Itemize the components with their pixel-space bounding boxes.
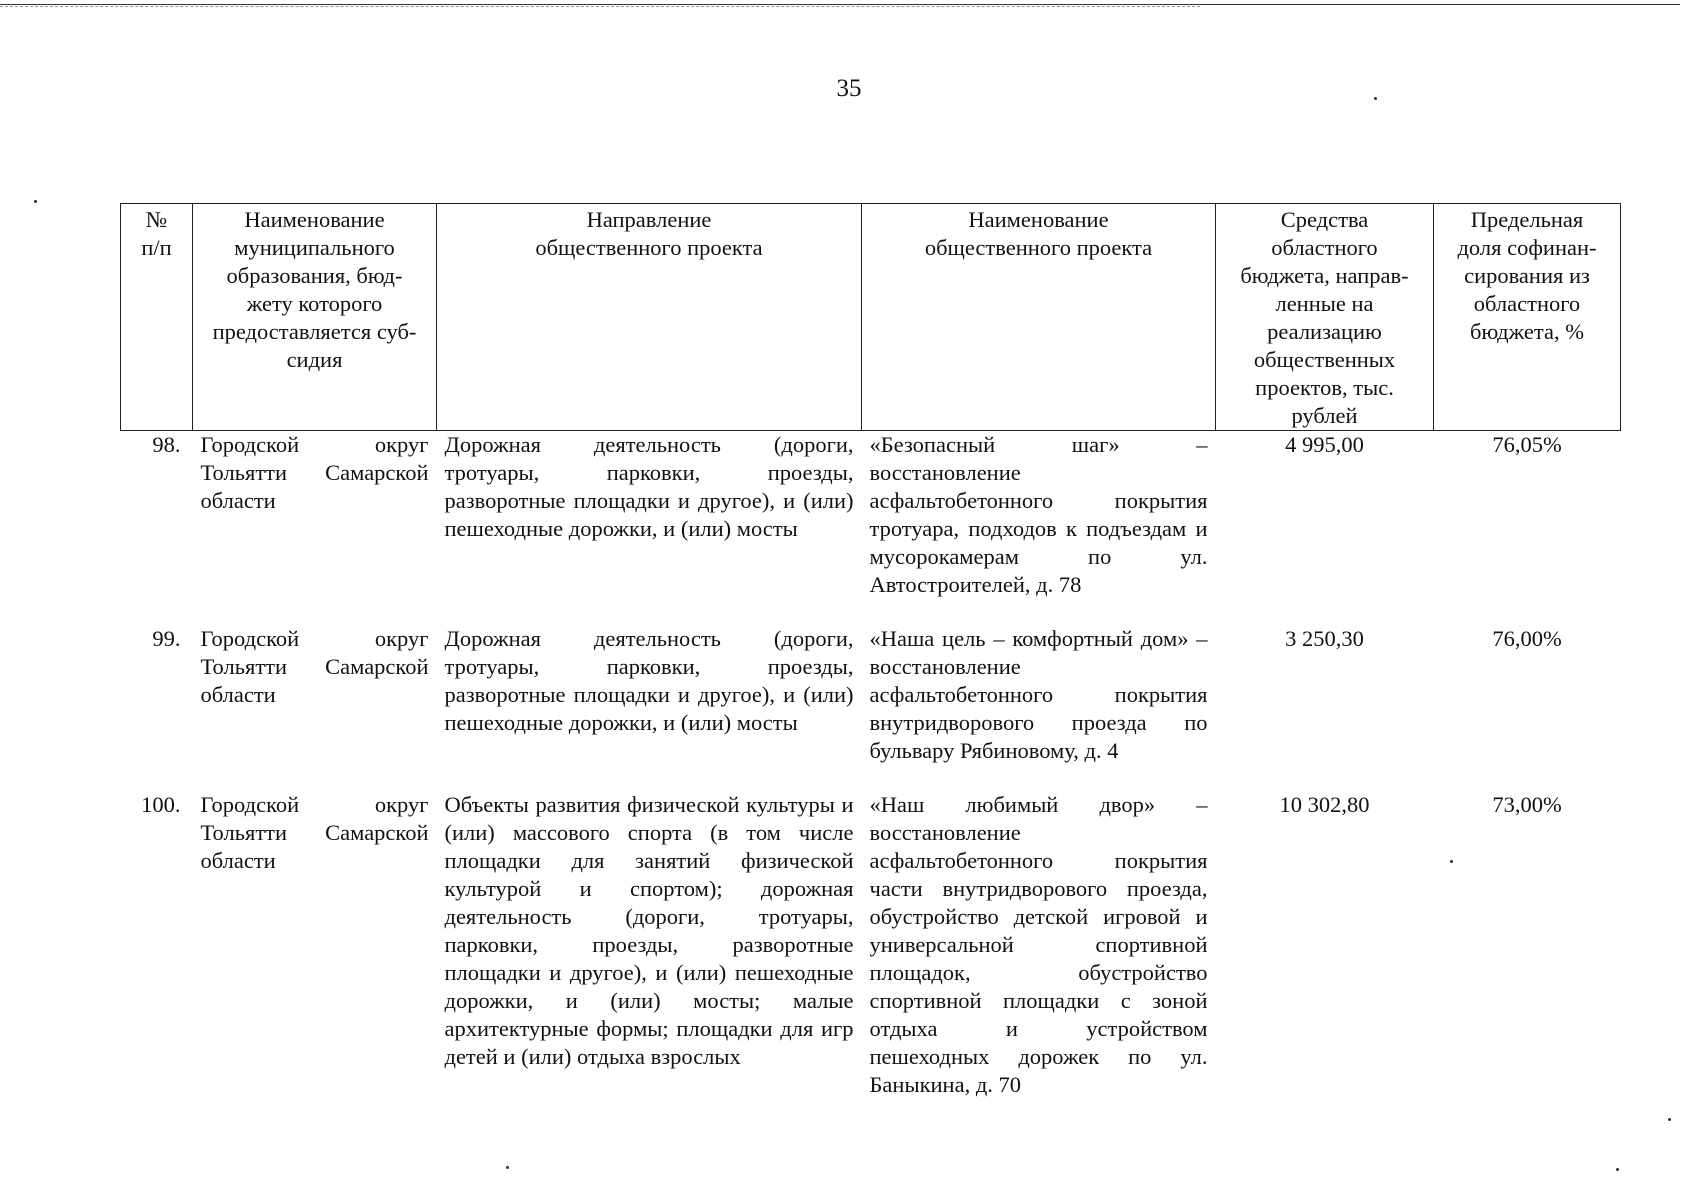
row-direction: Дорожная деятельность (дороги, тротуары, парковки, проезды, разворотные площадки и другое), и (или) пешеходные дорожки, и (или) мосты — [444, 626, 854, 735]
scan-speck — [1616, 1168, 1619, 1171]
header-regional-funds: Средства областного бюджета, направ- ленные на реализацию общественных проектов, тыс. рублей — [1216, 204, 1434, 431]
header-number: № п/п — [121, 204, 193, 431]
row-funds: 3 250,30 — [1285, 626, 1364, 651]
row-direction: Дорожная деятельность (дороги, тротуары, парковки, проезды, разворотные площадки и другое), и (или) пешеходные дорожки, и (или) мосты — [444, 432, 854, 541]
top-dashed-line — [0, 6, 1200, 7]
row-direction: Объекты развития физической культуры и (или) массового спорта (в том числе площадки для занятий физической культурой и спортом); дорожная деятельность (дороги, тротуары, парковки, проезды, разворотные площадки и другое), и (или) пешеходные дорожки, и (или) мосты; малые архитектурные формы; площадки для игр детей и (или) отдыха взрослых — [444, 792, 854, 1069]
header-municipality: Наименование муниципального образования, бюд- жету которого предоставляется суб- сидия — [193, 204, 437, 431]
row-number: 100. — [141, 792, 181, 817]
table-row — [121, 431, 1621, 626]
row-number: 99. — [152, 626, 181, 651]
scan-speck — [506, 1166, 509, 1169]
subsidy-projects-table — [120, 203, 1621, 1125]
header-project-direction: Направление общественного проекта — [437, 204, 862, 431]
row-funds: 4 995,00 — [1285, 432, 1364, 457]
row-municipality: Городской округ Тольятти Самарской области — [200, 432, 429, 513]
row-funds: 10 302,80 — [1279, 792, 1370, 817]
table-header-row — [121, 204, 1621, 431]
row-project: «Безопасный шаг» – восстановление асфальтобетонного покрытия тротуара, подходов к подъездам и мусорокамерам по ул. Автостроителей, д. 78 — [869, 432, 1208, 597]
row-project: «Наш любимый двор» – восстановление асфальтобетонного покрытия части внутридворового проезда, обустройство детской игровой и универсальной спортивной площадок, обустройство спортивной площадки с зоной отдыха и устройством пешеходных дорожек по ул. Баныкина, д. 70 — [869, 792, 1208, 1097]
row-number: 98. — [152, 432, 181, 457]
row-share: 73,00% — [1492, 792, 1562, 817]
row-project: «Наша цель – комфортный дом» – восстановление асфальтобетонного покрытия внутридворового проезда по бульвару Рябиновому, д. 4 — [869, 626, 1208, 763]
header-cofinancing-share: Предельная доля софинан- сирования из областного бюджета, % — [1434, 204, 1621, 431]
top-border-line — [0, 4, 1680, 5]
table-row — [121, 625, 1621, 791]
row-share: 76,05% — [1492, 432, 1562, 457]
table-row — [121, 791, 1621, 1125]
scan-speck — [1374, 97, 1377, 100]
scan-speck — [1668, 1118, 1671, 1121]
row-municipality: Городской округ Тольятти Самарской области — [200, 792, 429, 873]
row-share: 76,00% — [1492, 626, 1562, 651]
page-number: 35 — [836, 75, 862, 102]
row-municipality: Городской округ Тольятти Самарской области — [200, 626, 429, 707]
header-project-name: Наименование общественного проекта — [862, 204, 1216, 431]
scan-speck — [34, 200, 37, 203]
